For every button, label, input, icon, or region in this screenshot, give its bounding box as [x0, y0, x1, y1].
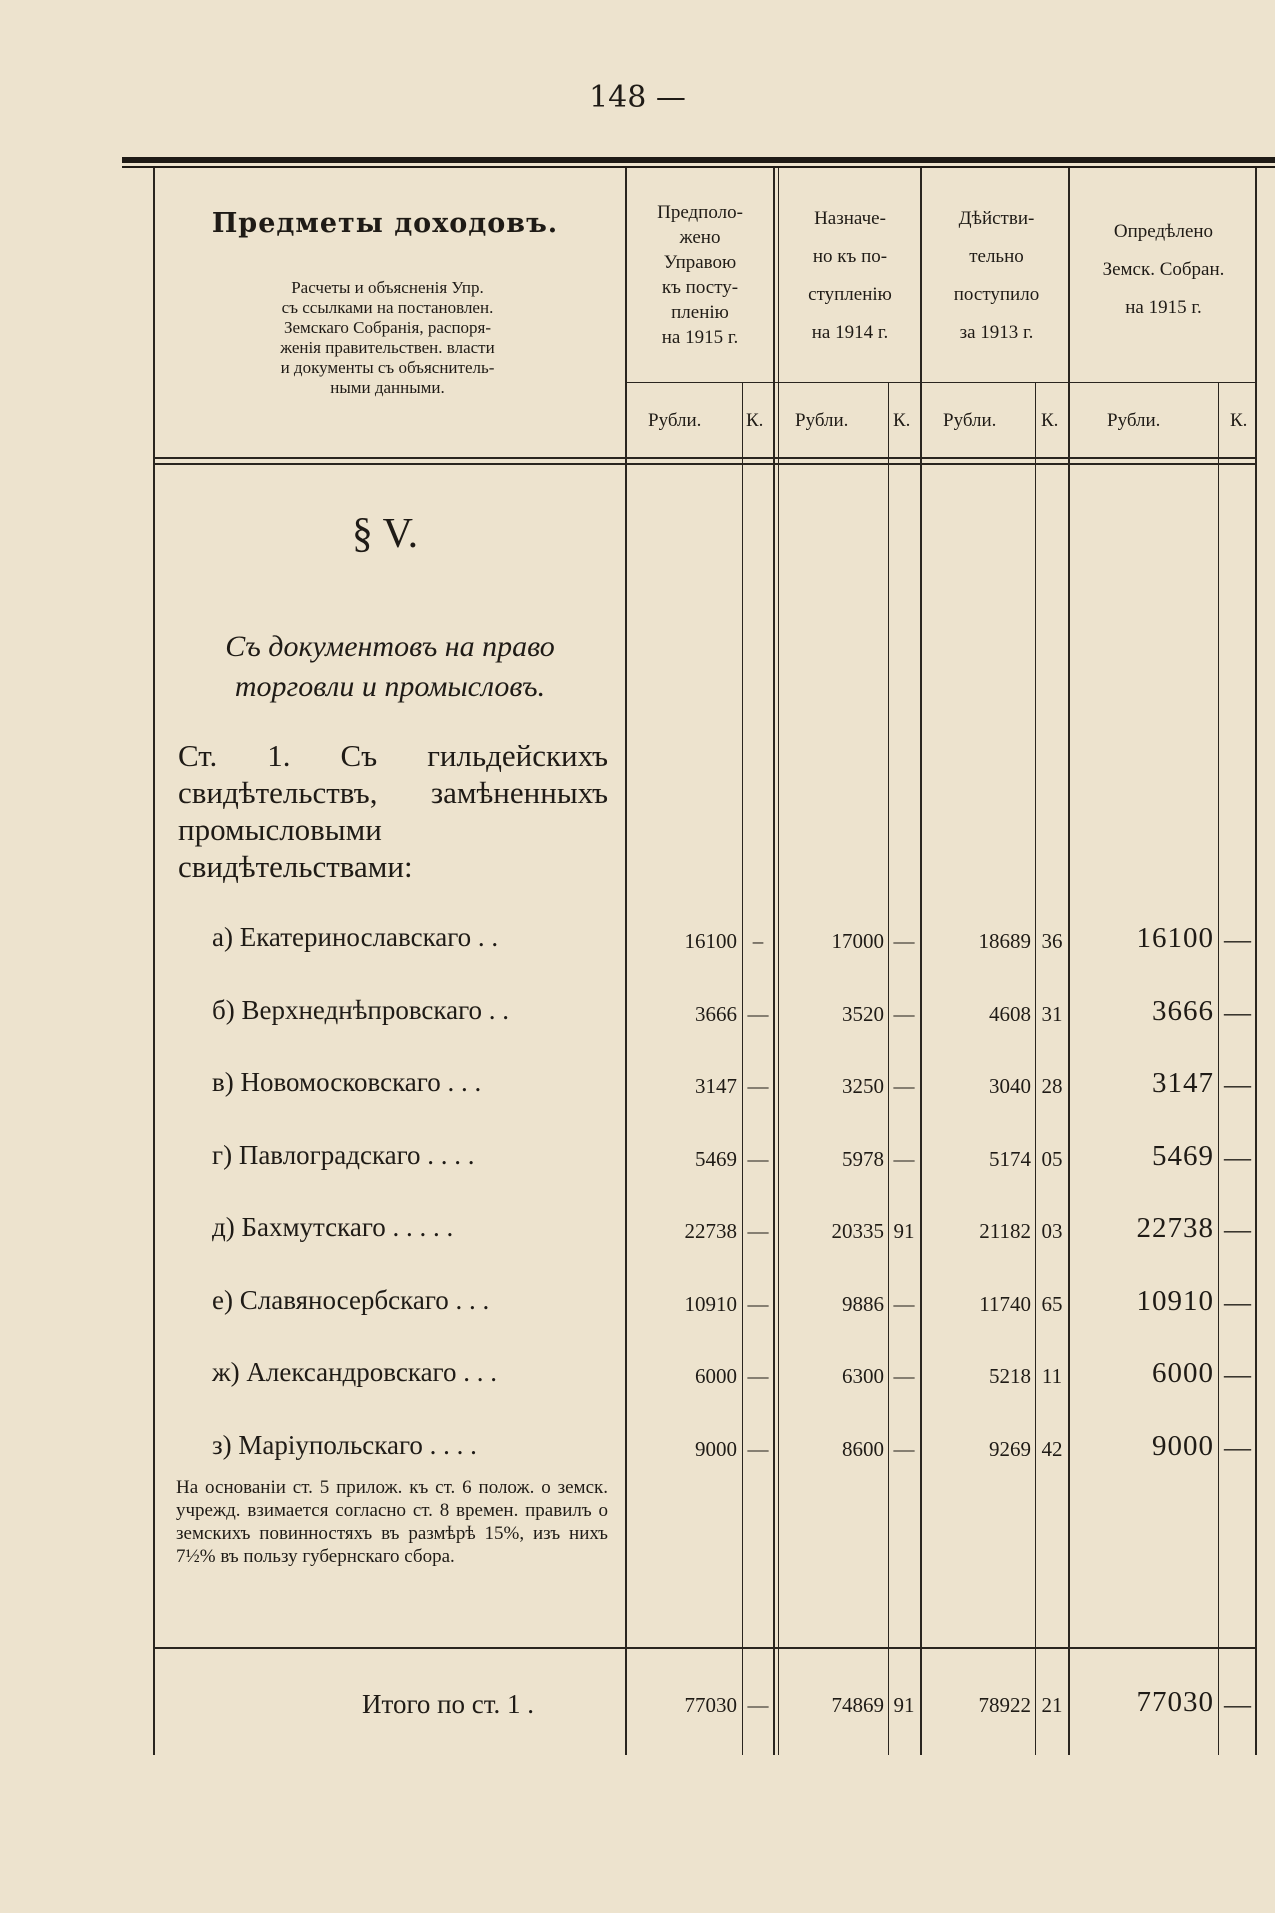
total-c3: 78922 [978, 1693, 1031, 1717]
row-c1: 3666 [695, 1001, 737, 1026]
unit-rub-4: Рубли. [1107, 410, 1161, 431]
row-k1: — [747, 1074, 769, 1098]
top-rule-thin [122, 166, 1275, 168]
unit-rub-3: Рубли. [943, 410, 997, 431]
row-k4: — [1224, 1431, 1251, 1462]
row-c4: 9000 [1152, 1429, 1214, 1462]
unit-rub-2: Рубли. [795, 410, 849, 431]
unit-kop-3: К. [1041, 410, 1059, 431]
row-c2: 8600 [842, 1436, 884, 1461]
row-k3: 42 [1041, 1436, 1063, 1461]
row-c2: 6300 [842, 1364, 884, 1388]
row-label: б) Верхнеднѣпровскаго . . [212, 994, 510, 1025]
col4-kop [1218, 382, 1219, 1755]
row-k1: — [747, 1364, 769, 1388]
row-c3: 3040 [989, 1074, 1031, 1098]
row-c1: 22738 [684, 1219, 737, 1243]
row-c3: 5174 [989, 1146, 1031, 1171]
row-k1: — [747, 1291, 769, 1316]
row-label: в) Новомосковскаго . . . [212, 1067, 482, 1097]
col3-kop [1035, 382, 1036, 1755]
total-c2: 74869 [831, 1693, 884, 1717]
table-title: Предметы доходовъ. [211, 208, 559, 239]
row-label: з) Маріупольскаго . . . . [212, 1429, 477, 1460]
row-label: г) Павлоградскаго . . . . [212, 1139, 475, 1170]
page-number: 148 — [589, 80, 686, 115]
row-k2: 91 [893, 1219, 915, 1243]
row-c3: 9269 [989, 1436, 1031, 1461]
unit-kop-2: К. [893, 410, 911, 431]
row-k4: — [1224, 1069, 1251, 1099]
col-header-4: Опредѣлено Земск. Собран. на 1915 г. [1102, 221, 1225, 318]
left-border [153, 168, 155, 1755]
row-k3: 11 [1041, 1364, 1063, 1388]
header-notes: Расчеты и объясненія Упр. съ ссылками на постановлен. Земскаго Собранія, распоря- женія правительствен. власти и документы съ объяснитель- ными данными. [280, 278, 495, 397]
row-k1: — [747, 1146, 769, 1171]
total-rule [155, 1647, 1255, 1649]
row-k2: — [893, 1436, 915, 1461]
row-c3: 11740 [979, 1291, 1031, 1316]
row-c2: 5978 [842, 1146, 884, 1171]
unit-separator [625, 382, 1255, 383]
unit-kop-1: К. [746, 410, 764, 431]
row-c1: 3147 [695, 1074, 737, 1098]
row-c3: 18689 [978, 929, 1031, 953]
row-c4: 3666 [1152, 994, 1214, 1027]
row-c4: 5469 [1152, 1139, 1214, 1172]
row-k2: — [893, 1364, 915, 1388]
row-c2: 3520 [842, 1001, 884, 1026]
total-c4: 77030 [1136, 1686, 1214, 1718]
row-k2: — [893, 1146, 915, 1171]
unit-rub-1: Рубли. [648, 410, 702, 431]
row-c4: 3147 [1152, 1067, 1214, 1099]
total-label: Итого по ст. 1 . [362, 1689, 535, 1719]
row-c2: 20335 [831, 1219, 884, 1243]
row-c4: 6000 [1152, 1357, 1214, 1389]
row-k3: 28 [1041, 1074, 1063, 1098]
row-k2: — [893, 1074, 915, 1098]
col-header-3: Дѣйстви- тельно поступило за 1913 г. [953, 208, 1040, 343]
col2-left-b [778, 168, 779, 1755]
row-c3: 4608 [989, 1001, 1031, 1026]
row-c1: 6000 [695, 1364, 737, 1388]
row-c2: 3250 [842, 1074, 884, 1098]
right-border [1255, 168, 1257, 1755]
col4-left [1068, 168, 1070, 1755]
row-c4: 22738 [1136, 1212, 1214, 1244]
col1-kop [742, 382, 743, 1755]
total-c1: 77030 [684, 1693, 737, 1717]
row-label: е) Славяносербскаго . . . [212, 1284, 490, 1315]
header-rule [155, 457, 1255, 459]
row-k2: — [893, 1291, 915, 1316]
section-subtitle: Съ документовъ на право торговли и промысловъ. [225, 630, 555, 703]
row-k4: — [1224, 996, 1251, 1027]
col1-left [625, 168, 627, 1755]
row-c1: 16100 [684, 929, 737, 953]
row-k3: 05 [1041, 1146, 1063, 1171]
total-k4: — [1224, 1689, 1251, 1719]
row-label: ж) Александровскаго . . . [212, 1357, 497, 1387]
col2-left [773, 168, 775, 1755]
row-c3: 5218 [989, 1364, 1031, 1388]
col3-left [920, 168, 922, 1755]
row-c1: 9000 [695, 1436, 737, 1461]
row-k1: — [747, 1219, 769, 1243]
col2-kop [888, 382, 889, 1755]
row-k4: — [1224, 1286, 1251, 1317]
total-k1: — [747, 1693, 769, 1717]
row-k4: — [1224, 1141, 1251, 1172]
row-c2: 9886 [842, 1291, 884, 1316]
total-k2: 91 [893, 1693, 915, 1717]
row-c4: 10910 [1136, 1284, 1214, 1317]
col-header-1: Предполо- жено Управою къ посту- пленію на 1915 г. [657, 202, 743, 348]
paragraph-heading: § V. [351, 511, 419, 557]
row-label: д) Бахмутскаго . . . . . [212, 1212, 454, 1242]
row-c2: 17000 [831, 929, 884, 953]
row-k4: — [1224, 1359, 1251, 1389]
row-k3: 65 [1041, 1291, 1063, 1316]
row-label: а) Екатеринославскаго . . [212, 922, 499, 952]
row-k3: 31 [1041, 1001, 1063, 1026]
total-k3: 21 [1041, 1693, 1063, 1717]
row-k1: – [752, 929, 764, 953]
row-k3: 36 [1041, 929, 1063, 953]
row-c3: 21182 [979, 1219, 1031, 1243]
col-header-2: Назначе- но къ по- ступленію на 1914 г. [808, 208, 892, 343]
row-k4: — [1224, 1214, 1251, 1244]
top-rule [122, 157, 1275, 163]
row-k4: — [1224, 924, 1251, 954]
article-heading: Ст. 1. Съ гильдейскихъ свидѣтельствъ, замѣненныхъ промысловыми свидѣтельствами: [178, 738, 608, 884]
row-c1: 10910 [684, 1291, 737, 1316]
footnote: На основаніи ст. 5 прилож. къ ст. 6 полож. о земск. учрежд. взимается согласно ст. 8 времен. правилъ о земскихъ повинностяхъ въ размѣрѣ 15%, изъ нихъ 7½% въ пользу губернскаго сбора. [176, 1477, 608, 1567]
row-c1: 5469 [695, 1146, 737, 1171]
header-rule-2 [155, 463, 1255, 465]
row-k3: 03 [1041, 1219, 1063, 1243]
row-k1: — [747, 1001, 769, 1026]
unit-kop-4: К. [1230, 410, 1248, 431]
row-k1: — [747, 1436, 769, 1461]
row-k2: — [893, 1001, 915, 1026]
row-c4: 16100 [1136, 922, 1214, 954]
row-k2: — [893, 929, 915, 953]
